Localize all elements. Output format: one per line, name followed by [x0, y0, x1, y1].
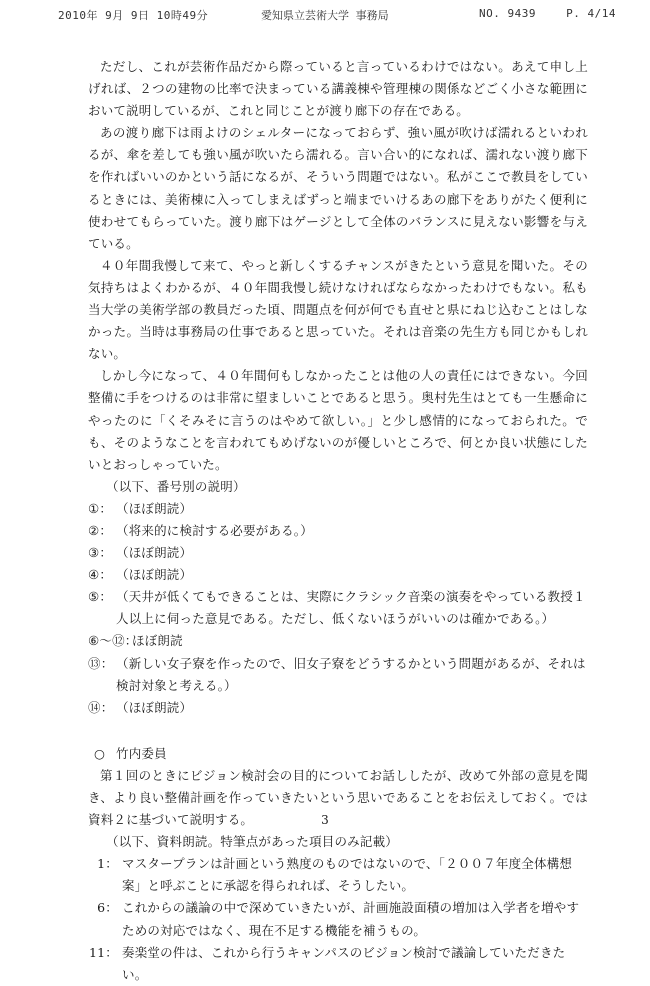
list-item — [88, 542, 588, 564]
fax-page-count: P. 4/14 — [566, 7, 616, 20]
item-text: （ほぼ朗読） — [116, 545, 193, 561]
item-mark: ③： — [88, 545, 113, 561]
item-mark: ④： — [88, 567, 113, 583]
list-item — [88, 653, 588, 697]
fax-date: 2010年 9月 9日 10時49分 — [58, 9, 209, 22]
item-text: ほぼ朗読 — [132, 633, 183, 649]
list-item — [88, 520, 588, 542]
item-mark: ⑭： — [88, 699, 114, 715]
section-list-item — [88, 897, 588, 941]
item-mark: ②： — [88, 522, 113, 538]
section-bullet: ○ — [94, 745, 106, 761]
numbered-explanation-list — [88, 498, 588, 719]
item-mark: 1： — [97, 856, 118, 872]
list-item — [88, 498, 588, 520]
item-text: 奏楽堂の件は、これから行うキャンパスのビジョン検討で議論していただきたい。 — [122, 944, 566, 982]
section-list-heading: （以下、資料朗読。特筆点があった項目のみ記載） — [106, 834, 398, 850]
paragraph: しかし今になって、４０年間何もしなかったことは他の人の責任にはできない。今回整備に手をつけるのは非常に望ましいことであると思う。奥村先生はとても一生懸命にやったのに「くそみそに言うのはやめて欲しい。」と少し感情的になっておられた。でも、そのようなことを言われてもめげないのが優しいところで、何とか良い状態にしたいとおっしゃっていた。 — [88, 368, 588, 472]
item-text: （ほぼ朗読） — [116, 699, 193, 715]
item-text: マスタープランは計画という熟度のものではないので、「２００７年度全体構想案」と呼ぶことに承認を得られれば、そうしたい。 — [122, 856, 573, 894]
item-text: （ほぼ朗読） — [116, 500, 193, 516]
list-item — [88, 630, 588, 652]
section-intro: 第１回のときにビジョン検討会の目的についてお話ししたが、改めて外部の意見を聞き、より良い整備計画を作っていきたいという思いであることをお伝えしておく。では資料２に基づいて説明する。 — [88, 767, 588, 828]
item-mark: 6： — [97, 900, 118, 916]
paragraph: ４０年間我慢して来て、やっと新しくするチャンスがきたという意見を聞いた。その気持ちはよくわかるが、４０年間我慢し続けなければならなかったわけでもない。私も当大学の美術学部の教員だった頃、問題点を何が何でも直せと県にねじ込むことはしなかった。当時は事務局の仕事であると思っていた。それは音楽の先生方も同じかもしれない。 — [88, 257, 588, 362]
list-heading: （以下、番号別の説明） — [106, 478, 246, 494]
fax-number: NO. 9439 — [479, 7, 536, 20]
section-item-list — [88, 853, 588, 986]
fax-sender: 愛知県立芸術大学 事務局 — [261, 9, 389, 22]
item-text: （ほぼ朗読） — [116, 567, 193, 583]
item-mark: 11： — [88, 944, 118, 960]
list-item — [88, 586, 588, 630]
item-text: （新しい女子寮を作ったので、旧女子寮をどうするかという問題があるが、それは検討対象と考える。） — [116, 655, 586, 693]
paragraph: ただし、これが芸術作品だから際っていると言っているわけではない。あえて申し上げれば、２つの建物の比率で決まっている講義棟や管理棟の関係などごく小さな範囲において説明しているが、これと同じことが渡り廊下の存在である。 — [88, 59, 588, 119]
item-mark: ①： — [88, 500, 113, 516]
item-text: （将来的に検討する必要がある。） — [116, 522, 313, 538]
section-title: 竹内委員 — [116, 745, 167, 761]
item-text: （天井が低くてもできることは、実際にクラシック音楽の演奏をやっている教授１人以上に伺った意見である。ただし、低くないほうがいいのは確かである。） — [116, 589, 586, 627]
item-mark: ⑬： — [88, 655, 114, 671]
paragraph: あの渡り廊下は雨よけのシェルターになっておらず、強い風が吹けば濡れるといわれるが、傘を差しても強い風が吹いたら濡れる。言い合い的になれば、濡れない渡り廊下を作ればいいのかという話になるが、そういう問題ではない。私がここで教員をしているときには、美術棟に入ってしまえばずっと端までいけるあの廊下をありがたく便利に使わせてもらっていた。渡り廊下はゲージとして全体のバランスに見えない影響を与えている。 — [88, 125, 588, 251]
item-mark: ⑥〜⑫： — [88, 633, 138, 649]
item-mark: ⑤： — [88, 589, 113, 605]
page-number: 3 — [321, 813, 329, 827]
section-list-item — [88, 942, 588, 986]
item-text: これからの議論の中で深めていきたいが、計画施設面積の増加は入学者を増やすための対応ではなく、現在不足する機能を補うもの。 — [122, 900, 580, 938]
fax-header — [58, 7, 616, 23]
list-item — [88, 564, 588, 586]
section-heading — [88, 743, 588, 765]
list-item — [88, 697, 588, 719]
section-list-item — [88, 853, 588, 897]
document-body — [88, 56, 588, 986]
